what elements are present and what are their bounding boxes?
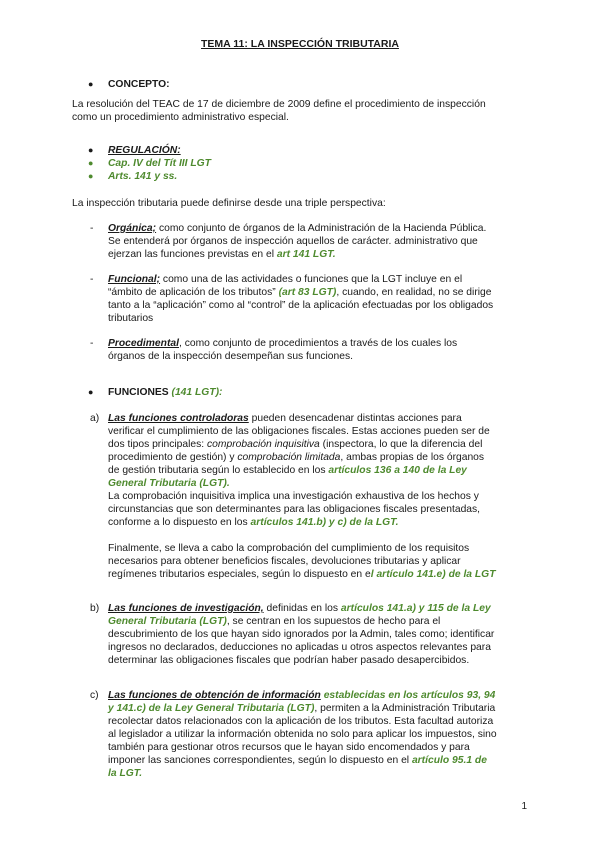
list-marker-a: a) bbox=[90, 413, 100, 424]
list-marker-b: b) bbox=[90, 603, 100, 614]
dash-marker: - bbox=[90, 223, 94, 234]
funcion-obtencion-informacion: Las funciones de obtención de información establecidas en los artículos 93, 94 y 141.c) de la Ley General Tributaria (LGT), permiten a la Administración Tributaria recolectar datos relacionados con la aplicación de los tributos. Esta facultad autoriza al legislador a utilizar la información obtenida no solo para aplicar los impuestos, sino también para gestionar otros recursos que le hayan sido encomendados y para imponer las sanciones correspondientes, según lo dispuesto en el artículo 95.1 de la LGT. bbox=[108, 690, 497, 779]
regulacion-heading: REGULACIÓN: bbox=[108, 145, 181, 156]
dash-marker: - bbox=[90, 274, 94, 285]
bullet-icon: ● bbox=[88, 79, 94, 89]
funcion-controladoras: Las funciones controladoras pueden desencadenar distintas acciones para verificar el cumplimiento de las obligaciones fiscales. Estas acciones pueden ser de dos tipos principales: comprobación inquisitiva (inspectora, lo que la diferencia del procedimiento de gestión) y comprobación limitada, ambas propias de los órganos de gestión tributaria según lo establecido en los artículos 136 a 140 de la Ley General Tributaria (LGT). La comprobación inquisitiva implica una investigación exhaustiva de los hechos y circunstancias que son determinantes para las obligaciones fiscales presentadas, conforme a lo dispuesto en los artículos 141.b) y c) de la LGT. Finalmente, se lleva a cabo la comprobación del cumplimiento de los requisitos necesarios para obtener beneficios fiscales, devoluciones tributarias y aplicar regímenes tributarios especiales, según lo dispuesto en el artículo 141.e) de la LGT bbox=[108, 413, 496, 580]
bullet-icon: ● bbox=[88, 145, 94, 155]
perspectiva-funcional: Funcional; como una de las actividades o funciones que la LGT incluye en el “ámbito de aplicación de los tributos” (art 83 LGT), cuando, en realidad, no se dirige tanto a la “aplicación” como al “control” de la aplicación efectuadas por los obligados tributarios bbox=[108, 274, 494, 324]
concepto-heading: CONCEPTO: bbox=[108, 79, 170, 90]
perspectiva-organica: Orgánica; como conjunto de órganos de la Administración de la Hacienda Pública. Se entenderá por órganos de inspección aquellos de carácter. administrativo que ejerzan las funciones previstas en el art 141 LGT. bbox=[108, 223, 487, 260]
list-marker-c: c) bbox=[90, 690, 99, 701]
concepto-text-line2: como un procedimiento administrativo especial. bbox=[72, 112, 289, 123]
document-title: TEMA 11: LA INSPECCIÓN TRIBUTARIA bbox=[201, 38, 399, 50]
intro-text: La inspección tributaria puede definirse desde una triple perspectiva: bbox=[72, 198, 386, 209]
concepto-text-line1: La resolución del TEAC de 17 de diciembre de 2009 define el procedimiento de inspección bbox=[72, 99, 486, 110]
perspectiva-procedimental: Procedimental, como conjunto de procedimientos a través de los cuales los órganos de la inspección desempeñan sus funciones. bbox=[108, 338, 458, 362]
dash-marker: - bbox=[90, 338, 94, 349]
bullet-icon: ● bbox=[88, 387, 94, 397]
page-number: 1 bbox=[521, 801, 527, 812]
regulacion-item-1: Cap. IV del Tít III LGT bbox=[108, 158, 211, 169]
bullet-icon: ● bbox=[88, 171, 94, 181]
regulacion-item-2: Arts. 141 y ss. bbox=[108, 171, 178, 182]
bullet-icon: ● bbox=[88, 158, 94, 168]
funciones-heading: FUNCIONES (141 LGT): bbox=[108, 387, 223, 398]
funcion-investigacion: Las funciones de investigación, definidas en los artículos 141.a) y 115 de la Ley General Tributaria (LGT), se centran en los supuestos de hecho para el descubrimiento de los que hayan sido ignorados por la Admin, tales como; identificar ingresos no declarados, deducciones no aplicadas u otros aspectos relevantes para determinar las obligaciones fiscales que podrían haber pasado desapercibidos. bbox=[108, 603, 495, 666]
